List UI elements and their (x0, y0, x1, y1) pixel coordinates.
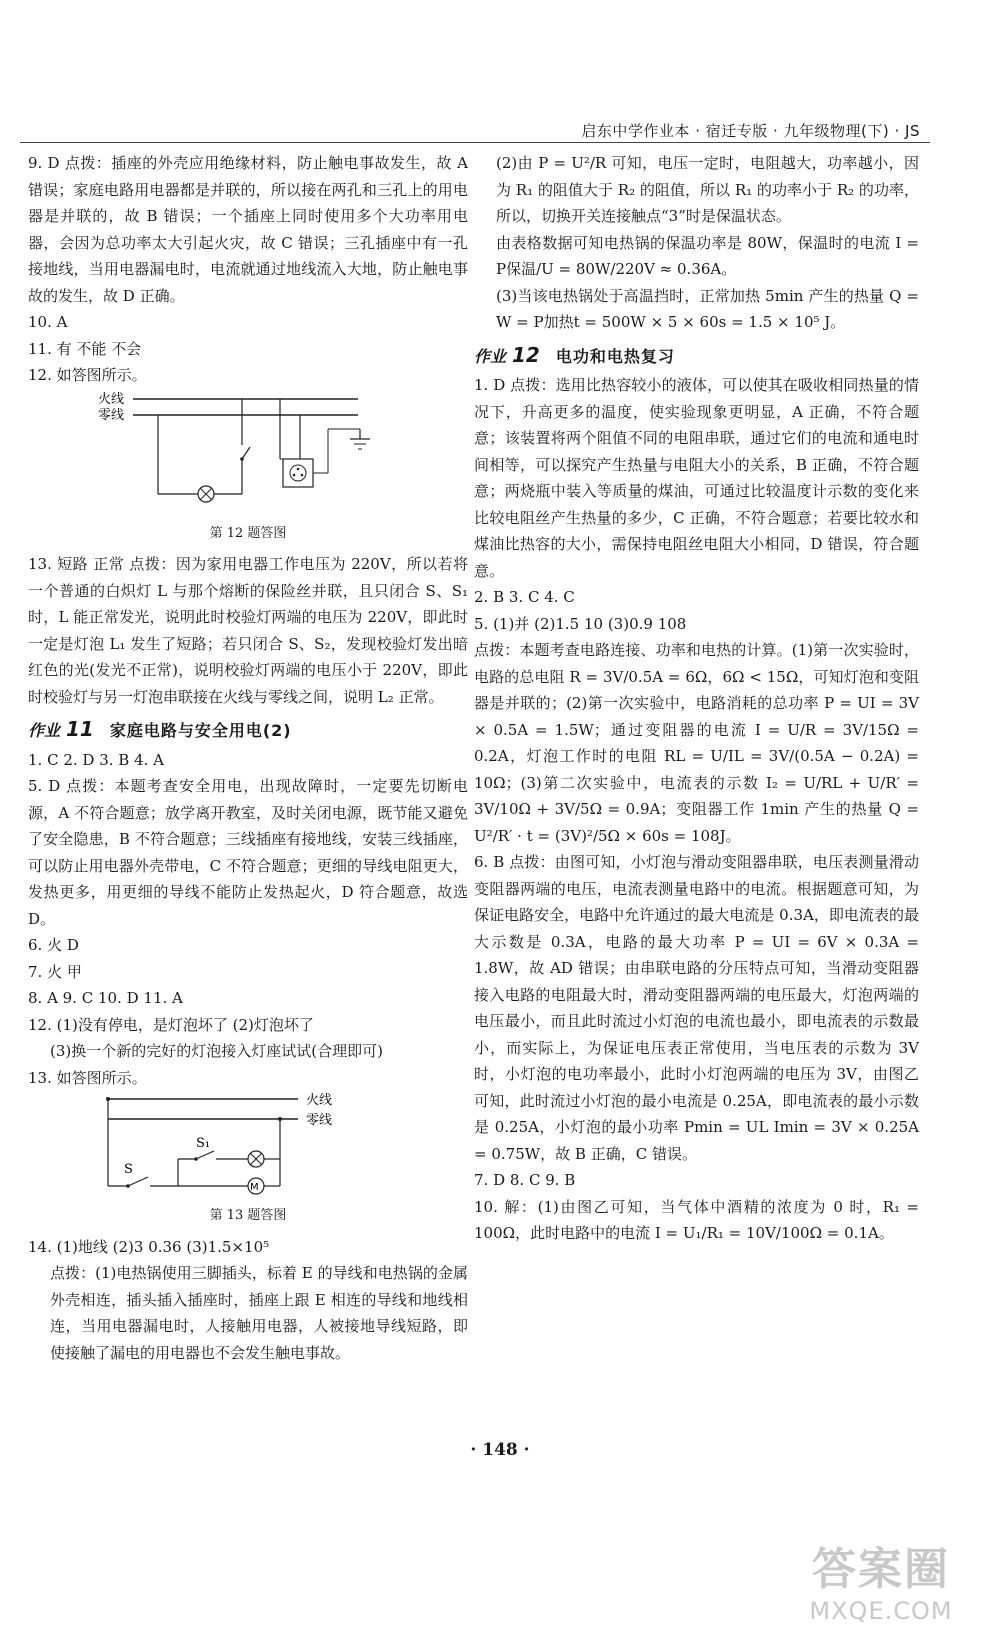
section-title: 电功和电热复习 (555, 346, 675, 366)
zero-line-label: 零线 (98, 407, 125, 423)
section-number: 11 (66, 717, 94, 741)
section-label: 作业 (28, 721, 61, 740)
page-number: · 148 · (470, 1440, 530, 1460)
answer-1-4: 1. C 2. D 3. B 4. A (28, 750, 164, 769)
answer-14-part3: (3)当该电热锅处于高温挡时，正常加热 5min 产生的热量 Q = W = P加热t = 500W × 5 × 60s = 1.5 × 10⁵ J。 (496, 286, 919, 331)
answer-11: 11. 有 不能 不会 (28, 339, 142, 358)
figure-12-caption: 第 12 题答图 (209, 525, 287, 541)
answer-12: 12. 如答图所示。 (28, 366, 147, 384)
right-column (474, 150, 919, 1247)
answer-6: 6. B 点拨：由图可知，小灯泡与滑动变阻器串联，电压表测量滑动变阻器两端的电压，电流表测量电路中的电流。根据题意可知，为保证电路安全，电路中允许通过的最大电流是 0.3A，即电流表的最大示数是 0.3A，电路的最大功率 P = UI = 6V × 0.3A = 1.8W，故 AD 错误；由串联电路的分压特点可知，当滑动变阻器接入电路的电阻最大时，滑动变阻器两端的电压最大，灯泡两端的电压最小，而且此时流过小灯泡的电流也最小，即电流表的示数最小，而实际上，为保证电压表正常使用，当电压表的示数为 3V 时，小灯泡的电功率最小，此时小灯泡两端的电压为 3V，由图乙可知，此时流过小灯泡的最小电流是 0.25A，即电流表的最小示数是 0.25A，小灯泡的最小功率 Pmin = UL Imin = 3V × 0.25A = 0.75W，故 B 正确，C 错误。 (474, 853, 919, 1163)
answer-13: 13. 短路 正常 点拨：因为家用电器工作电压为 220V，所以若将一个普通的白炽灯 L 与那个熔断的保险丝并联，且只闭合 S、S₁ 时，L 能正常发光，说明此时校验灯两端的电压为 220V，即此时一定是灯泡 L₁ 发生了短路；若只闭合 S、S₂，发现校验灯发出暗红色的光(发光不正常)，说明校验灯两端的电压小于 220V，即此时校验灯与另一灯泡串联接在火线与零线之间，说明 L₂ 正常。 (28, 555, 468, 706)
page-header: 启东中学作业本 · 宿迁专版 · 九年级物理(下) · JS (581, 122, 920, 140)
answer-10: 10. A (28, 313, 68, 331)
figure-13-circuit (28, 1091, 468, 1201)
left-column (28, 150, 468, 1366)
answer-13-intro: 13. 如答图所示。 (28, 1068, 147, 1087)
watermark-line1: 答案圈 (812, 1544, 950, 1595)
section-label: 作业 (474, 346, 507, 366)
switch-s1-label: S₁ (196, 1136, 211, 1151)
answer-14: 14. (1)地线 (2)3 0.36 (3)1.5×10⁵ (28, 1237, 270, 1256)
answer-8-11: 8. A 9. C 10. D 11. A (28, 989, 183, 1007)
answer-12-part3: (3)换一个新的完好的灯泡接入灯座试试(合理即可) (50, 1042, 383, 1060)
answer-5-hint: 点拨：本题考查电路连接、功率和电热的计算。(1)第一次实验时，电路的总电阻 R = 3V/0.5A = 6Ω，6Ω < 15Ω，可知灯泡和变阻器是并联的；(2)第一次实验中，电路消耗的总功率 P = UI = 3V × 0.5A = 1.5W；通过变阻器的电流 I = U/R = 3V/15Ω = 0.2A，灯泡工作时的电阻 RL = U/IL = 3V/(0.5A − 0.2A) = 10Ω；(3)第二次实验中，电流表的示数 I₂ = U/RL + U/R′ = 3V/10Ω + 3V/5Ω = 0.9A；变阻器工作 1min 产生的热量 Q = U²/R′ · t = (3V)²/5Ω × 60s = 108J。 (474, 641, 919, 845)
answer-6: 6. 火 D (28, 936, 79, 954)
answer-10: 10. 解：(1)由图乙可知，当气体中酒精的浓度为 0 时，R₁ = 100Ω，此时电路中的电流 I = U₁/R₁ = 10V/100Ω = 0.1A。 (474, 1197, 919, 1242)
answer-9: 9. D 点拨：插座的外壳应用绝缘材料，防止触电事故发生，故 A 错误；家庭电路用电器都是并联的，所以接在两孔和三孔上的用电器是并联的，故 B 错误；一个插座上同时使用多个大功率用电器，会因为总功率太大引起火灾，故 C 错误；三孔插座中有一孔接地线，当用电器漏电时，电流就通过地线流入大地，防止触电事故的发生，故 D 正确。 (28, 154, 468, 305)
socket-icon (283, 459, 313, 487)
answer-5: 5. (1)并 (2)1.5 10 (3)0.9 108 (474, 614, 687, 633)
switch-s-label: S (124, 1162, 133, 1177)
answer-14-part2-current: 由表格数据可知电热锅的保温功率是 80W，保温时的电流 I = P保温/U = 80W/220V ≈ 0.36A。 (496, 233, 919, 278)
zero-line-label: 零线 (306, 1113, 333, 1128)
switch-icon (242, 447, 250, 459)
answer-14-hint: 点拨：(1)电热锅使用三脚插头，标着 E 的导线和电热锅的金属外壳相连，插头插入插座时，插座上跟 E 相连的导线和地线相连，当用电器漏电时，人接触用电器，人被接地导线短路，即使接触了漏电的用电器也不会发生触电事故。 (50, 1264, 468, 1362)
section-heading-11 (28, 716, 468, 745)
motor-label: M (250, 1182, 259, 1193)
section-number: 12 (512, 342, 540, 367)
figure-13-caption: 第 13 题答图 (209, 1208, 287, 1223)
section-heading-12 (474, 342, 919, 371)
watermark-logo (786, 1533, 976, 1643)
answer-5: 5. D 点拨：本题考查安全用电，出现故障时，一定要先切断电源，A 不符合题意；放学离开教室，及时关闭电源，既节能又避免了安全隐患，B 不符合题意；三线插座有接地线，安装三线插座，可以防止用电器外壳带电，C 不符合题意；更细的导线电阻更大，发热更多，用更细的导线不能防止发热起火，D 符合题意，故选 D。 (28, 777, 468, 928)
answer-2-4: 2. B 3. C 4. C (474, 588, 575, 606)
answer-7: 7. 火 甲 (28, 962, 82, 981)
answer-12: 12. (1)没有停电，是灯泡坏了 (2)灯泡坏了 (28, 1015, 314, 1034)
watermark-line2: MXQE.COM (809, 1597, 953, 1625)
answer-7-9: 7. D 8. C 9. B (474, 1171, 576, 1189)
header-divider (20, 142, 930, 143)
answer-14-part2: (2)由 P = U²/R 可知，电压一定时，电阻越大，功率越小，因为 R₁ 的阻值大于 R₂ 的阻值，所以 R₁ 的功率小于 R₂ 的功率，所以，切换开关连接触点“3”时是保温状态。 (496, 154, 919, 225)
fire-line-label: 火线 (306, 1093, 333, 1108)
figure-12-circuit (28, 389, 468, 519)
fire-line-label: 火线 (98, 391, 125, 407)
switch-icon (128, 1177, 148, 1186)
answer-1: 1. D 点拨：选用比热容较小的液体，可以使其在吸收相同热量的情况下，升高更多的温度，使实验现象更明显，A 正确，不符合题意；该装置将两个阻值不同的电阻串联，通过它们的电流和通电时间相等，可以探究产生热量与电阻大小的关系，B 正确，不符合题意；两烧瓶中装入等质量的煤油，可通过比较温度计示数的变化来比较电阻丝产生热量的多少，C 正确，不符合题意；若要比较水和煤油比热容的大小，需保持电阻丝电阻大小相同，D 错误，符合题意。 (474, 376, 919, 580)
switch-icon (196, 1151, 214, 1159)
section-title: 家庭电路与安全用电(2) (109, 721, 292, 740)
